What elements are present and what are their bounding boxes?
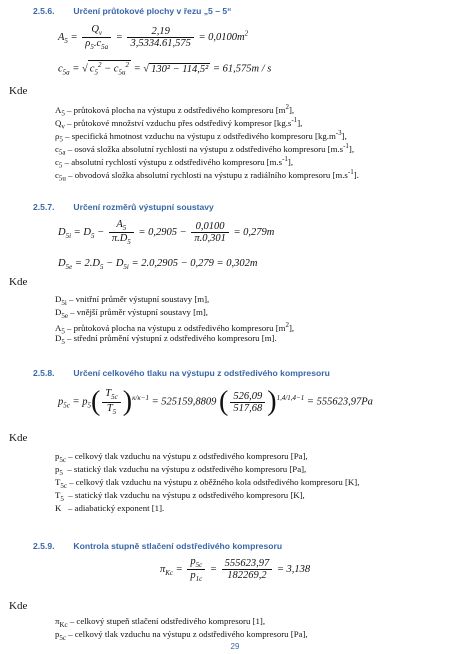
section-title: Určení rozměrů výstupní soustavy	[73, 202, 214, 212]
kde-label: Kde	[9, 85, 28, 97]
section-heading	[33, 541, 282, 551]
def-line: $p_5$ – statický tlak vzduchu na výstupu z odstředivého kompresoru [Pa],	[55, 464, 307, 477]
equation-area: $A_5$ = $\frac{Q_v}{\rho_5.c_{5a}}$ = $\frac{2,19}{3,5334.61,575}$ = $0,0100m^2$	[58, 24, 249, 52]
def-line: $c_{5a}$ – osová složka absolutní rychlosti na výstupu z odstředivého kompresoru $[m.s^{-1}]$,	[55, 142, 355, 157]
kde-label: Kde	[9, 432, 28, 444]
def-line: $T_5$ – statický tlak vzduchu na výstupu z odstředivého kompresoru [K],	[55, 490, 305, 503]
def-line: $c_{5u}$ – obvodová složka absolutní rychlosti na výstupu z radiálního kompresoru $[m.s^{-1}]$.	[55, 168, 359, 183]
def-line: K – adiabatický exponent [1].	[55, 503, 165, 513]
def-line: $D_{5e}$ – vnější průměr výstupní soustavy [m],	[55, 307, 208, 320]
def-line: $D_{5i}$ – vnitřní průměr výstupní soustavy [m],	[55, 294, 210, 307]
definitions-list	[55, 615, 308, 641]
section-title: Kontrola stupně stlačení odstředivého kompresoru	[73, 541, 283, 551]
kde-label: Kde	[9, 276, 28, 288]
equation-velocity: $c_{5a}$ = √ $c_5^2 - c_{5u}^2$ = √ 130² − 114,5² = 61,575m / s	[58, 61, 272, 77]
def-line: $D_5$ – střední průmění výstupní z odstředivého kompresoru [m].	[55, 333, 277, 346]
def-line: $Q_v$ – průtokové množství vzduchu přes odstředivý kompresor $[kg.s^{-1}]$,	[55, 116, 303, 131]
kde-label: Kde	[9, 600, 28, 612]
def-line: $p_{5c}$ – celkový tlak vzduchu na výstupu z odstředivého kompresoru [Pa],	[55, 451, 308, 464]
section-number: 2.5.9.	[33, 541, 55, 551]
section-number: 2.5.8.	[33, 368, 55, 378]
def-line: $A_5$ – průtoková plocha na výstupu z odstředivého kompresoru $[m^2]$,	[55, 321, 295, 336]
def-line: $p_{5c}$ – celkový tlak vzduchu na výstupu z odstředivého kompresoru [Pa],	[55, 629, 308, 642]
page-number: 29	[230, 642, 240, 651]
equation-compression-ratio: $\pi_{Kc}$ = $\frac{p_{5c}}{p_{1c}}$ = $\frac{555623,97}{182269,2}$ = 3,138	[160, 556, 311, 584]
section-number: 2.5.6.	[33, 6, 55, 16]
definitions-list	[55, 101, 359, 183]
equation-total-pressure: $p_{5c} = p_5$( $\frac{T_{5c}}{T_5}$ )$^{\kappa/\kappa-1}$ = 525159,8809 ( $\frac{526,09}{517,68}$ )$^{1,4/1,4-1}$ = 555623,97Pa	[58, 386, 373, 417]
section-heading	[33, 202, 214, 212]
section-title: Určení průtokové plochy v řezu „5 – 5“	[73, 6, 232, 16]
equation-inner-diameter: $D_{5i} = D_5$ − $\frac{A_5}{\pi.D_5}$ = 0,2905 − $\frac{0,0100}{\pi.0,301}$ = 0,279m	[58, 219, 275, 247]
def-line: $T_{5c}$ – celkový tlak vzduchu na výstupu z oběžného kola odstředivého kompresoru [K],	[55, 477, 360, 490]
def-line: $\pi_{Kc}$ – celkový stupeň stlačení odstředivého kompresoru [1],	[55, 616, 266, 629]
def-line: $\rho_5$ – specifická hmotnost vzduchu na výstupu z odstředivého kompresoru $[kg.m^{-3}]$,	[55, 129, 347, 144]
equation-outer-diameter: $D_{5e} = 2.D_5 - D_{5i} = 2.0,2905 - 0,279 = 0,302m$	[58, 258, 258, 272]
definitions-list	[55, 450, 359, 515]
definitions-list	[55, 293, 294, 345]
def-line: $A_5$ – průtoková plocha na výstupu z odstředivého kompresoru $[m^2]$,	[55, 103, 295, 118]
section-heading	[33, 368, 330, 378]
section-number: 2.5.7.	[33, 202, 55, 212]
section-title: Určení celkového tlaku na výstupu z odstředivého kompresoru	[73, 368, 330, 378]
section-heading	[33, 6, 231, 16]
def-line: $c_5$ – absolutní rychlostí výstupu z odstředivého kompresoru $[m.s^{-1}]$,	[55, 155, 294, 170]
